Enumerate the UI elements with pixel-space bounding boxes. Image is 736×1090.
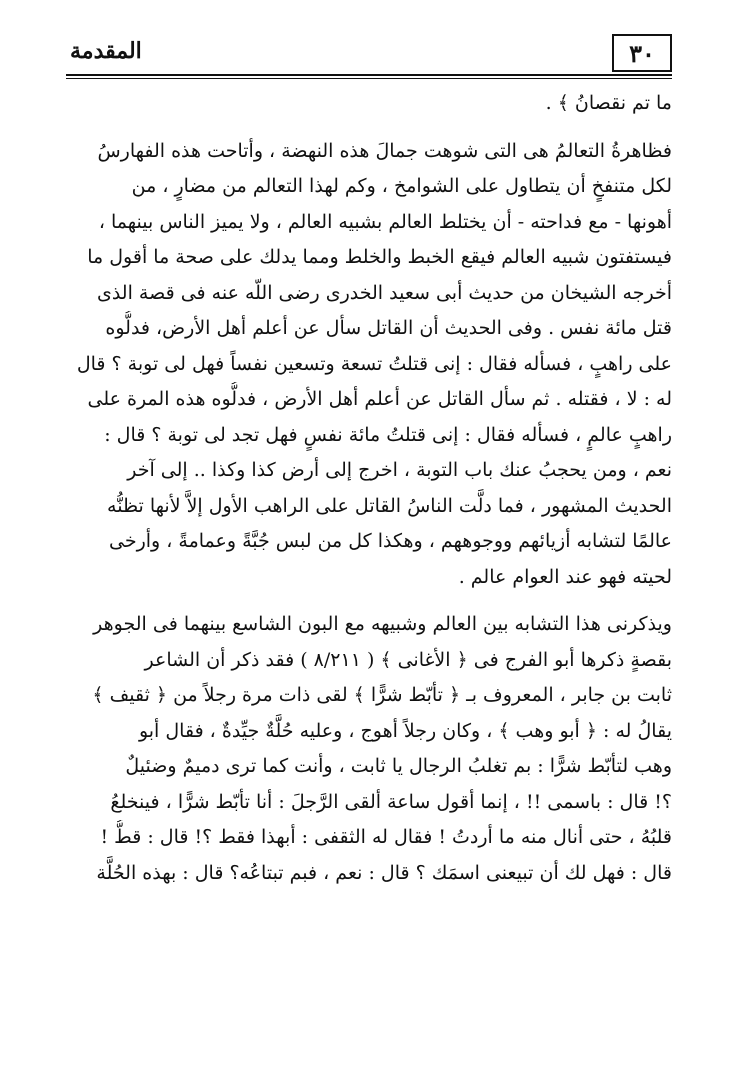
text-line: فظاهرةُ التعالمُ هى التى شوهت جمالَ هذه النهضة ، وأتاحت هذه الفهارسُ [97,139,672,162]
text-line: وهب لتأبّط شرًّا : بم تغلبُ الرجال يا ثابت ، وأنت كما ترى دميمٌ وضئيلٌ [125,755,672,777]
text-line: نعم ، ومن يحجبُ عنك باب التوبة ، اخرج إلى أرض كذا وكذا .. إلى آخر [127,459,672,481]
body-text [66,86,672,891]
text-line: بقصةٍ ذكرها أبو الفرج فى ﴿ الأغانى ﴾ ( ٨/٢١١ ) فقد ذكر أن الشاعر [144,648,672,671]
paragraph [66,607,672,891]
text-line: راهبٍ عالمٍ ، فسأله فقال : إنى قتلتُ مائة نفسٍ فهل تجد لى توبة ؟ قال : [104,423,672,446]
page-header [66,26,672,86]
text-line: ثابت بن جابر ، المعروف بـ ﴿ تأبّط شرًّا ﴾ لقى ذات مرة رجلاً من ﴿ ثقيف ﴾ [92,684,672,706]
text-line: ويذكرنى هذا التشابه بين العالم وشبيهه مع البون الشاسع بينهما فى الجوهر [93,613,672,635]
text-line: عالمًا لتشابه أزيائهم ووجوههم ، وهكذا كل من لبس جُبَّةً وعمامةً ، وأرخى [108,530,672,552]
text-line: ؟! قال : باسمى !! ، إنما أقول ساعة ألقى الرَّجلَ : أنا تأبّط شرًّا ، فينخلعُ [110,790,672,813]
paragraph-gap [66,595,672,607]
text-line: قال : فهل لك أن تبيعنى اسمَك ؟ قال : نعم ، فبم تبتاعُه؟ قال : بهذه الحُلَّة [96,861,672,884]
text-line: لحيته فهو عند العوام عالم . [458,565,672,588]
text-line: أهونها - مع فداحته - أن يختلط العالم بشبيه العالم ، ولا يميز الناس بينهما ، [98,210,672,233]
text-line: لكل متنفخٍ أن يتطاول على الشوامخ ، وكم لهذا التعالم من مضارٍ ، من [131,175,672,197]
text-line: فيستفتون شبيه العالم فيقع الخبط والخلط ومما يدلك على صحة ما أقول ما [87,246,672,268]
text-line: يقالُ له : ﴿ أبو وهب ﴾ ، وكان رجلاً أهوج ، وعليه حُلَّةٌ جيِّدةٌ ، فقال أبو [138,719,672,742]
paragraph [66,86,672,122]
text-line: الحديث المشهور ، فما دلَّت الناسُ القاتل على الراهب الأول إلاَّ لأنها تظنُّه [107,494,672,517]
header-rule-thin [66,78,672,79]
running-title: المقدمة [70,38,142,64]
paragraph [66,134,672,596]
header-rule [66,74,672,76]
text-line: أخرجه الشيخان من حديث أبى سعيد الخدرى رضى اللّه عنه فى قصة الذى [96,281,672,304]
text-line: له : لا ، فقتله . ثم سأل القاتل عن أعلم أهل الأرض ، فدلُّوه هذه المرة على [87,388,672,410]
text-line: ما تم نقصانُ ﴾ . [545,92,672,114]
text-line: قتل مائة نفس . وفى الحديث أن القاتل سأل عن أعلم أهل الأرض، فدلُّوه [105,317,672,339]
text-line: قلبُهُ ، حتى أنال منه ما أردتُ ! فقال له الثقفى : أبهذا فقط ؟! قال : قطُّ ! [100,826,672,848]
text-line: على راهبٍ ، فسأله فقال : إنى قتلتُ تسعة وتسعين نفساً فهل لى توبة ؟ قال [76,352,672,375]
page-number: ٣٠ [612,34,672,72]
paragraph-gap [66,122,672,134]
